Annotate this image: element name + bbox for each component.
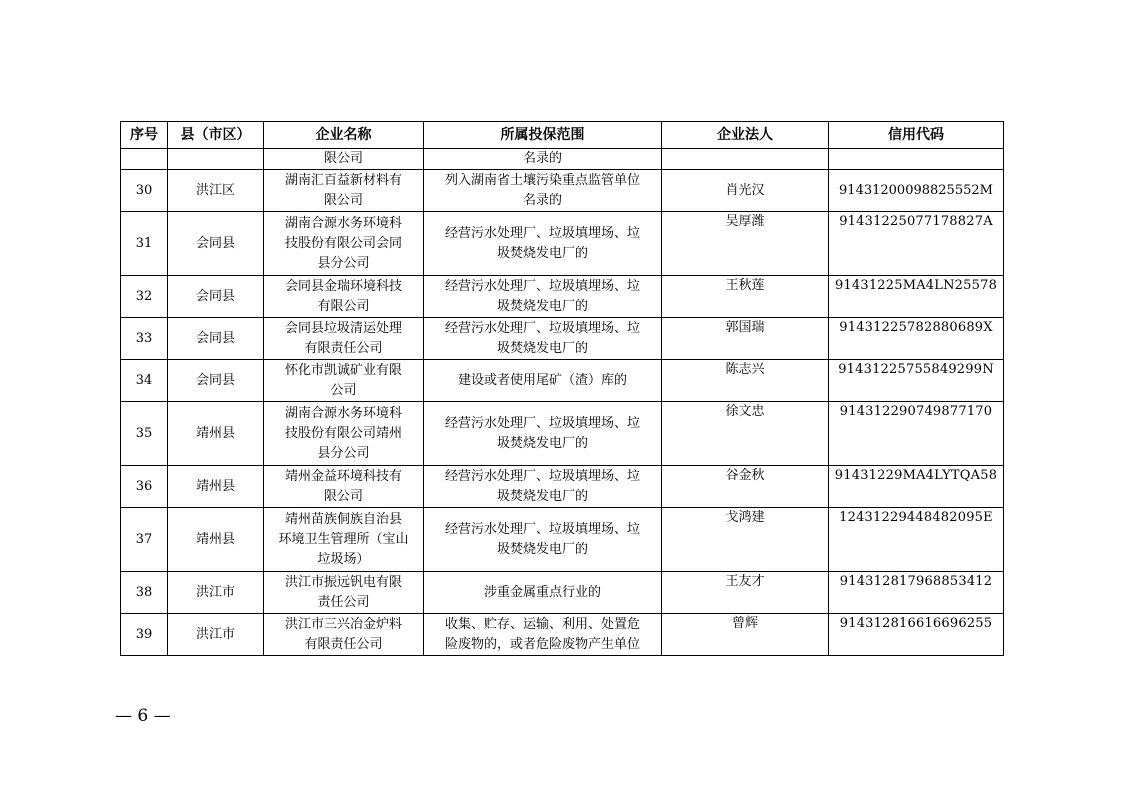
company-name-line: 环境卫生管理所（宝山	[278, 531, 409, 547]
cell-legal-rep: 戈鸿建	[662, 508, 829, 572]
scope-line: 经营污水处理厂、垃圾填埋场、垃	[444, 225, 640, 241]
cell-company-name	[264, 402, 424, 466]
table-row	[121, 614, 1004, 656]
cell-legal-rep	[662, 149, 829, 170]
scope-line: 圾焚烧发电厂的	[496, 245, 588, 261]
cell-county: 洪江市	[168, 614, 264, 656]
cell-company-name	[264, 466, 424, 508]
scope-line: 圾焚烧发电厂的	[496, 541, 588, 557]
cell-credit-code: 914312816616696255	[829, 614, 1004, 656]
table-row	[121, 318, 1004, 360]
cell-company-name	[264, 614, 424, 656]
cell-legal-rep: 陈志兴	[662, 360, 829, 402]
company-name-line: 怀化市凯诚矿业有限	[284, 362, 402, 378]
cell-county: 会同县	[168, 212, 264, 276]
header-serial: 序号	[121, 122, 168, 149]
cell-serial: 35	[121, 402, 168, 466]
table-row	[121, 508, 1004, 572]
cell-serial: 39	[121, 614, 168, 656]
company-name-line: 责任公司	[317, 594, 370, 610]
scope-line: 圾焚烧发电厂的	[496, 298, 588, 314]
cell-legal-rep: 谷金秋	[662, 466, 829, 508]
header-credit-code: 信用代码	[829, 122, 1004, 149]
company-name-line: 技股份有限公司会同	[284, 235, 402, 251]
company-name-line: 县分公司	[317, 255, 370, 271]
scope-line: 列入湖南省土壤污染重点监管单位	[444, 172, 640, 188]
cell-county: 洪江市	[168, 572, 264, 614]
table-row	[121, 212, 1004, 276]
cell-insurance-scope	[424, 360, 662, 402]
cell-serial: 34	[121, 360, 168, 402]
cell-insurance-scope	[424, 170, 662, 212]
scope-line: 经营污水处理厂、垃圾填埋场、垃	[444, 468, 640, 484]
company-name-line: 湖南合源水务环境科	[284, 215, 402, 231]
company-name-line: 会同县垃圾清运处理	[284, 320, 402, 336]
cell-credit-code: 91431225755849299N	[829, 360, 1004, 402]
company-name-line: 洪江市振远钒电有限	[284, 574, 402, 590]
header-company-name: 企业名称	[264, 122, 424, 149]
cell-county: 洪江区	[168, 170, 264, 212]
cell-legal-rep: 王秋莲	[662, 276, 829, 318]
cell-insurance-scope	[424, 212, 662, 276]
cell-credit-code: 914312290749877170	[829, 402, 1004, 466]
cell-insurance-scope	[424, 466, 662, 508]
cell-company-name	[264, 318, 424, 360]
cell-company-name	[264, 149, 424, 170]
table-row	[121, 276, 1004, 318]
cell-insurance-scope	[424, 508, 662, 572]
company-name-line: 靖州苗族侗族自治县	[284, 511, 402, 527]
cell-county: 会同县	[168, 276, 264, 318]
scope-line: 名录的	[522, 151, 562, 166]
company-name-line: 县分公司	[317, 445, 370, 461]
header-county: 县（市区）	[168, 122, 264, 149]
scope-line: 名录的	[522, 192, 562, 208]
cell-county	[168, 149, 264, 170]
cell-county: 会同县	[168, 318, 264, 360]
cell-credit-code: 12431229448482095E	[829, 508, 1004, 572]
cell-legal-rep: 王友才	[662, 572, 829, 614]
company-name-line: 限公司	[323, 151, 363, 166]
cell-county: 靖州县	[168, 402, 264, 466]
cell-legal-rep: 吴厚潍	[662, 212, 829, 276]
cell-serial: 31	[121, 212, 168, 276]
cell-company-name	[264, 360, 424, 402]
header-insurance-scope: 所属投保范围	[424, 122, 662, 149]
table-body	[121, 149, 1004, 656]
cell-insurance-scope	[424, 402, 662, 466]
cell-company-name	[264, 276, 424, 318]
cell-county: 靖州县	[168, 466, 264, 508]
company-name-line: 限公司	[323, 192, 363, 208]
scope-line: 建设或者使用尾矿（渣）库的	[457, 372, 627, 388]
cell-credit-code: 91431229MA4LYTQA58	[829, 466, 1004, 508]
cell-credit-code: 91431225077178827A	[829, 212, 1004, 276]
cell-insurance-scope	[424, 614, 662, 656]
cell-company-name	[264, 170, 424, 212]
scope-line: 经营污水处理厂、垃圾填埋场、垃	[444, 415, 640, 431]
company-name-line: 限公司	[323, 488, 363, 504]
scope-line: 涉重金属重点行业的	[483, 584, 601, 600]
cell-legal-rep: 肖光汉	[662, 170, 829, 212]
cell-serial: 37	[121, 508, 168, 572]
cell-company-name	[264, 572, 424, 614]
cell-county: 靖州县	[168, 508, 264, 572]
cell-serial: 33	[121, 318, 168, 360]
company-name-line: 有限责任公司	[304, 340, 383, 356]
table-row	[121, 572, 1004, 614]
cell-insurance-scope	[424, 276, 662, 318]
table-header-row	[121, 122, 1004, 149]
cell-credit-code: 914312817968853412	[829, 572, 1004, 614]
company-name-line: 会同县金瑞环境科技	[284, 278, 402, 294]
company-name-line: 洪江市三兴冶金炉料	[284, 616, 402, 632]
scope-line: 经营污水处理厂、垃圾填埋场、垃	[444, 320, 640, 336]
cell-insurance-scope	[424, 318, 662, 360]
scope-line: 圾焚烧发电厂的	[496, 340, 588, 356]
cell-legal-rep: 郭国瑞	[662, 318, 829, 360]
cell-serial: 36	[121, 466, 168, 508]
table-row	[121, 402, 1004, 466]
table-row	[121, 149, 1004, 170]
cell-serial: 30	[121, 170, 168, 212]
cell-credit-code: 91431225MA4LN25578	[829, 276, 1004, 318]
header-legal-rep: 企业法人	[662, 122, 829, 149]
cell-serial	[121, 149, 168, 170]
company-name-line: 有限责任公司	[304, 636, 383, 652]
cell-company-name	[264, 508, 424, 572]
company-name-line: 湖南合源水务环境科	[284, 405, 402, 421]
cell-credit-code	[829, 149, 1004, 170]
cell-serial: 38	[121, 572, 168, 614]
cell-company-name	[264, 212, 424, 276]
cell-insurance-scope	[424, 149, 662, 170]
cell-legal-rep: 徐文忠	[662, 402, 829, 466]
company-name-line: 公司	[330, 382, 357, 398]
table-row	[121, 466, 1004, 508]
page-number: — 6 —	[115, 706, 171, 726]
scope-line: 经营污水处理厂、垃圾填埋场、垃	[444, 278, 640, 294]
cell-county: 会同县	[168, 360, 264, 402]
table-row	[121, 360, 1004, 402]
scope-line: 圾焚烧发电厂的	[496, 488, 588, 504]
cell-credit-code: 91431225782880689X	[829, 318, 1004, 360]
company-name-line: 垃圾场）	[317, 551, 370, 567]
company-name-line: 有限公司	[317, 298, 370, 314]
scope-line: 险废物的，或者危险废物产生单位	[444, 636, 640, 652]
cell-credit-code: 91431200098825552M	[829, 170, 1004, 212]
table-row	[121, 170, 1004, 212]
cell-serial: 32	[121, 276, 168, 318]
cell-legal-rep: 曾辉	[662, 614, 829, 656]
company-name-line: 湖南汇百益新材料有	[284, 172, 402, 188]
scope-line: 圾焚烧发电厂的	[496, 435, 588, 451]
scope-line: 收集、贮存、运输、利用、处置危	[444, 616, 640, 632]
cell-insurance-scope	[424, 572, 662, 614]
scope-line: 经营污水处理厂、垃圾填埋场、垃	[444, 521, 640, 537]
company-name-line: 技股份有限公司靖州	[284, 425, 402, 441]
company-name-line: 靖州金益环境科技有	[284, 468, 402, 484]
enterprise-table	[120, 121, 1004, 656]
